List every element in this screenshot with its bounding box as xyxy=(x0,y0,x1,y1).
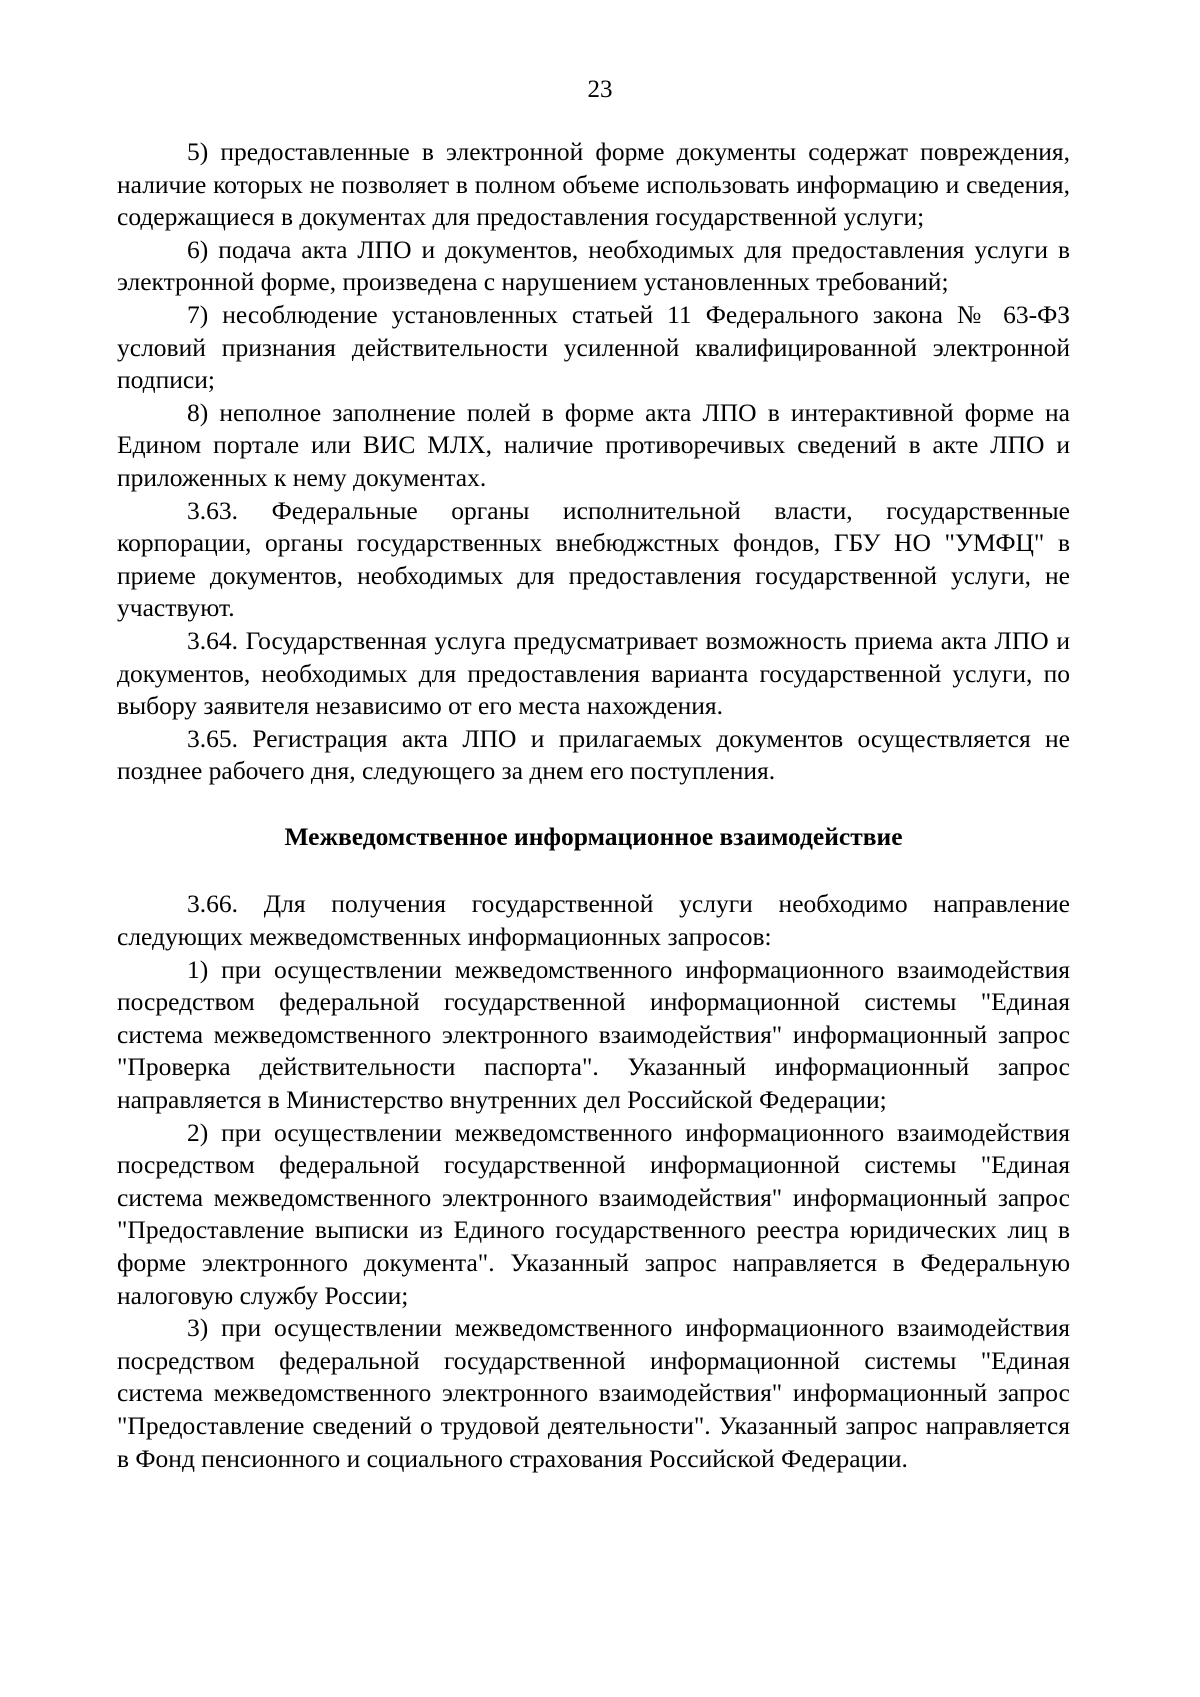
paragraph-request-1: 1) при осуществлении межведомственного информационного взаимодействия посредством федеральной государственной информационной системы "Единая система межведомственного электронного взаимодействия" информационный запрос "Проверка действительности паспорта". Указанный информационный запрос направляется в Министерство внутренних дел Российской Федерации; xyxy=(117,954,1070,1115)
paragraph-3-65: 3.65. Регистрация акта ЛПО и прилагаемых документов осуществляется не позднее рабочего дня, следующего за днем его поступления. xyxy=(117,723,1070,786)
paragraph-request-2: 2) при осуществлении межведомственного информационного взаимодействия посредством федеральной государственной информационной системы "Единая система межведомственного электронного взаимодействия" информационный запрос "Предоставление выписки из Единого государственного реестра юридических лиц в форме электронного документа". Указанный запрос направляется в Федеральную налоговую службу России; xyxy=(117,1117,1070,1310)
paragraph-item-8: 8) неполное заполнение полей в форме акта ЛПО в интерактивной форме на Едином портале или ВИС МЛХ, наличие противоречивых сведений в акте ЛПО и приложенных к нему документах. xyxy=(117,397,1070,492)
paragraph-request-3: 3) при осуществлении межведомственного информационного взаимодействия посредством федеральной государственной информационной системы "Единая система межведомственного электронного взаимодействия" информационный запрос "Предоставление сведений о трудовой деятельности". Указанный запрос направляется в Фонд пенсионного и социального страхования Российской Федерации. xyxy=(117,1313,1070,1473)
section-heading: Межведомственное информационное взаимодействие xyxy=(284,821,903,851)
paragraph-item-7: 7) несоблюдение установленных статьей 11 Федерального закона № 63-ФЗ условий признания действительности усиленной квалифицированной электронной подписи; xyxy=(117,299,1070,395)
paragraph-3-64: 3.64. Государственная услуга предусматривает возможность приема акта ЛПО и документов, необходимых для предоставления варианта государственной услуги, по выбору заявителя независимо от его места нахождения. xyxy=(117,625,1070,721)
paragraph-3-66: 3.66. Для получения государственной услуги необходимо направление следующих межведомственных информационных запросов: xyxy=(117,889,1070,952)
paragraph-item-5: 5) предоставленные в электронной форме документы содержат повреждения, наличие которых не позволяет в полном объеме использовать информацию и сведения, содержащиеся в документах для предоставления государственной услуги; xyxy=(117,137,1070,232)
paragraph-item-6: 6) подача акта ЛПО и документов, необходимых для предоставления услуги в электронной форме, произведена с нарушением установленных требований; xyxy=(117,234,1070,297)
paragraph-3-63: 3.63. Федеральные органы исполнительной власти, государственные корпорации, органы государственных внебюджстных фондов, ГБУ НО "УМФЦ" в приеме документов, необходимых для предоставления государственной услуги, не участвуют. xyxy=(117,495,1070,623)
document-body xyxy=(117,136,1070,1475)
page-number: 23 xyxy=(587,76,613,103)
